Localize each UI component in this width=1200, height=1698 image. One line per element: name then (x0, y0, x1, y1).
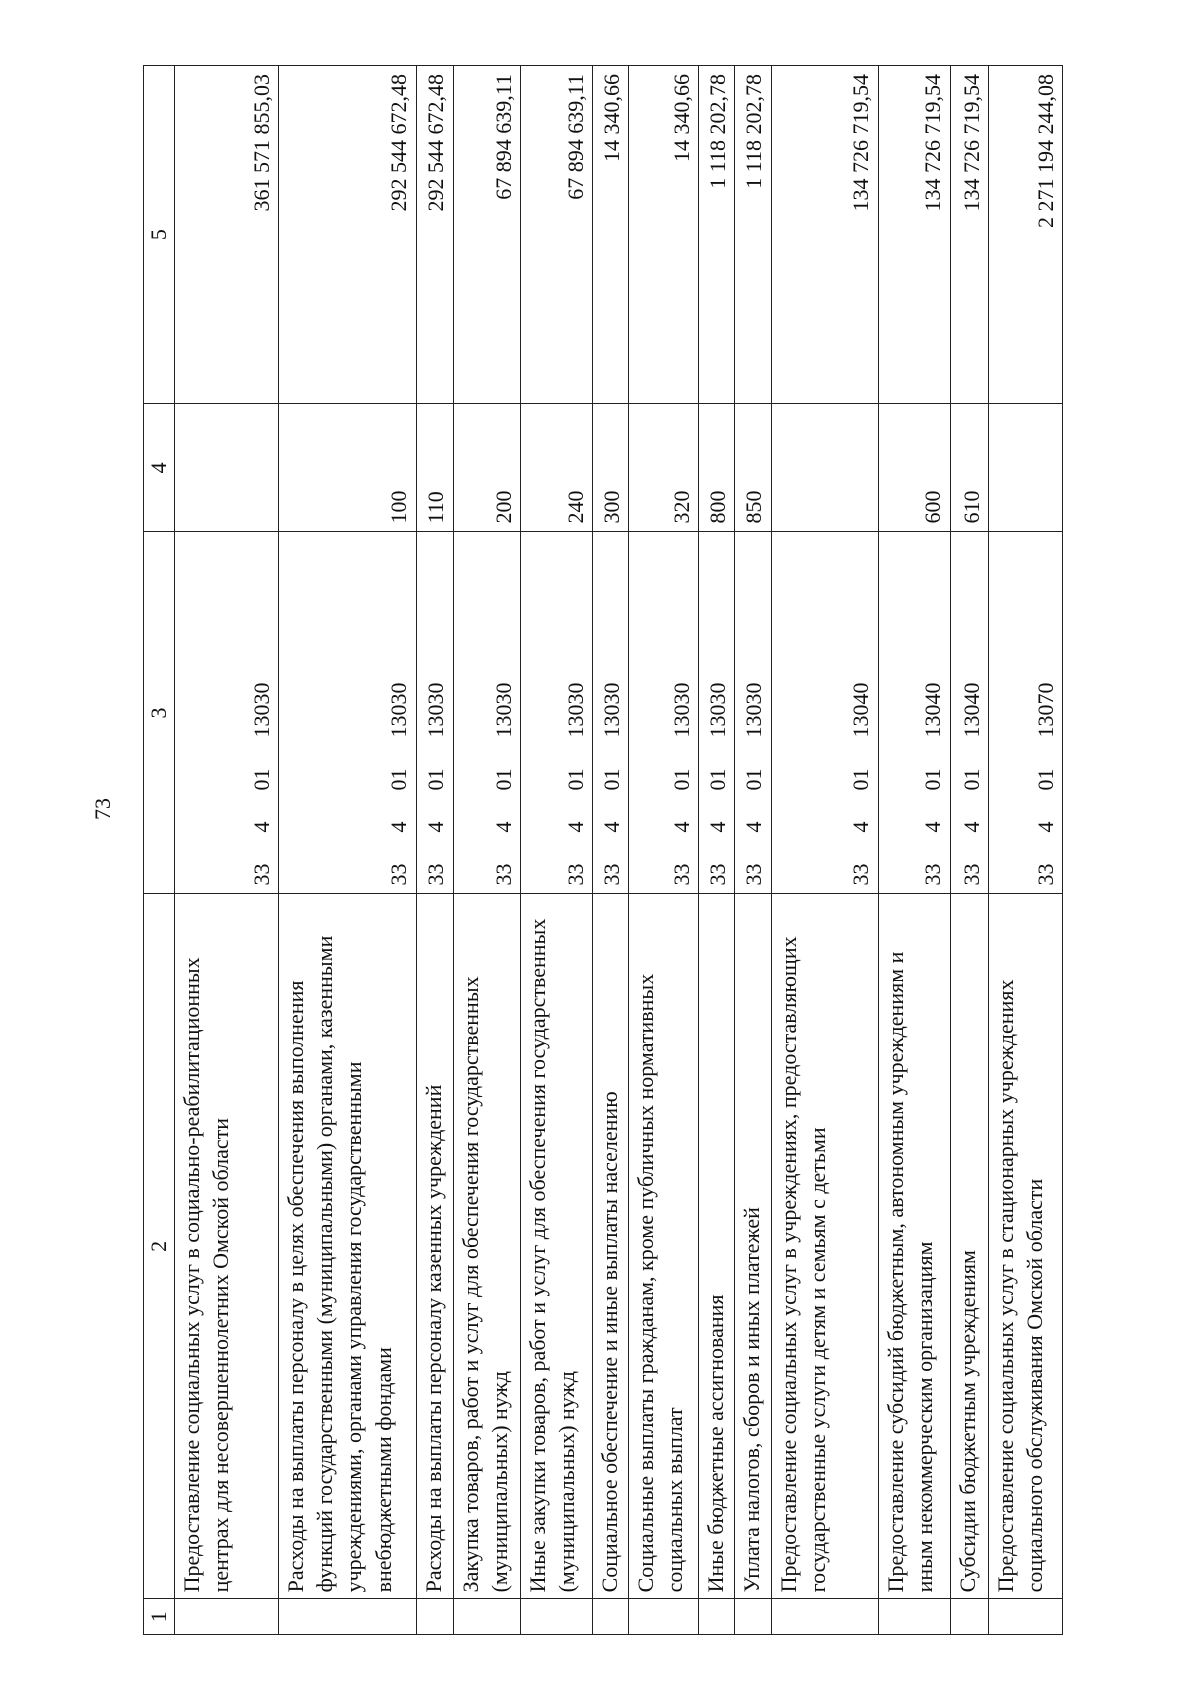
row-amount: 1 118 202,78 (735, 66, 771, 404)
row-amount: 67 894 639,11 (453, 66, 520, 404)
table-row (416, 66, 453, 1635)
row-col-1 (175, 1599, 279, 1635)
row-col-1 (592, 1599, 628, 1635)
row-col-1 (416, 1599, 453, 1635)
row-type: 300 (592, 404, 628, 532)
row-col-1 (520, 1599, 592, 1635)
table-row (278, 66, 416, 1635)
row-amount: 14 340,66 (592, 66, 628, 404)
header-col-1: 1 (144, 1599, 175, 1635)
budget-table-container (143, 65, 1063, 1635)
row-name: Предоставление субсидий бюджетным, автономным учреждениям и иным некоммерческим организациям (878, 894, 950, 1599)
row-type: 600 (878, 404, 950, 532)
row-code: 33 4 01 13030 (175, 532, 279, 894)
row-amount: 361 571 855,03 (175, 66, 279, 404)
row-code: 33 4 01 13030 (453, 532, 520, 894)
row-type (175, 404, 279, 532)
row-type: 610 (950, 404, 988, 532)
table-row (175, 66, 279, 1635)
row-type: 850 (735, 404, 771, 532)
row-col-1 (453, 1599, 520, 1635)
row-col-1 (950, 1599, 988, 1635)
row-type (771, 404, 878, 532)
budget-table (143, 65, 1063, 1635)
row-type: 200 (453, 404, 520, 532)
row-type: 110 (416, 404, 453, 532)
row-name: Расходы на выплаты персоналу казенных учреждений (416, 894, 453, 1599)
row-amount: 67 894 639,11 (520, 66, 592, 404)
row-code: 33 4 01 13030 (735, 532, 771, 894)
row-name: Субсидии бюджетным учреждениям (950, 894, 988, 1599)
row-type (988, 404, 1062, 532)
row-name: Расходы на выплаты персоналу в целях обеспечения выполнения функций государственными (муниципальными) органами, казенными учреждениями, органами управления государственными внебюджетными фондами (278, 894, 416, 1599)
row-name: Закупка товаров, работ и услуг для обеспечения государственных (муниципальных) нужд (453, 894, 520, 1599)
row-name: Предоставление социальных услуг в стационарных учреждениях социального обслуживания Омской области (988, 894, 1062, 1599)
row-name: Предоставление социальных услуг в социально-реабилитационных центрах для несовершеннолетних Омской области (175, 894, 279, 1599)
row-type: 320 (629, 404, 699, 532)
row-col-1 (699, 1599, 735, 1635)
table-row (629, 66, 699, 1635)
table-row (592, 66, 628, 1635)
row-name: Уплата налогов, сборов и иных платежей (735, 894, 771, 1599)
row-type: 100 (278, 404, 416, 532)
row-code: 33 4 01 13040 (950, 532, 988, 894)
row-code: 33 4 01 13030 (592, 532, 628, 894)
row-col-1 (629, 1599, 699, 1635)
row-col-1 (735, 1599, 771, 1635)
row-code: 33 4 01 13040 (878, 532, 950, 894)
row-amount: 134 726 719,54 (950, 66, 988, 404)
table-row (735, 66, 771, 1635)
row-col-1 (771, 1599, 878, 1635)
row-code: 33 4 01 13040 (771, 532, 878, 894)
row-name: Иные бюджетные ассигнования (699, 894, 735, 1599)
header-col-2: 2 (144, 894, 175, 1599)
row-name: Социальное обеспечение и иные выплаты населению (592, 894, 628, 1599)
row-name: Предоставление социальных услуг в учреждениях, предоставляющих государственные услуги детям и семьям с детьми (771, 894, 878, 1599)
page-number: 73 (90, 798, 115, 820)
row-amount: 2 271 194 244,08 (988, 66, 1062, 404)
row-col-1 (988, 1599, 1062, 1635)
table-row (453, 66, 520, 1635)
header-col-5: 5 (144, 66, 175, 404)
table-row (520, 66, 592, 1635)
row-type: 240 (520, 404, 592, 532)
header-row (144, 66, 175, 1635)
row-code: 33 4 01 13030 (699, 532, 735, 894)
header-col-3: 3 (144, 532, 175, 894)
row-col-1 (278, 1599, 416, 1635)
row-amount: 292 544 672,48 (278, 66, 416, 404)
row-code: 33 4 01 13030 (520, 532, 592, 894)
row-name: Иные закупки товаров, работ и услуг для обеспечения государственных (муниципальных) нужд (520, 894, 592, 1599)
row-type: 800 (699, 404, 735, 532)
row-code: 33 4 01 13030 (416, 532, 453, 894)
table-row (699, 66, 735, 1635)
row-code: 33 4 01 13030 (629, 532, 699, 894)
row-amount: 14 340,66 (629, 66, 699, 404)
table-row (771, 66, 878, 1635)
row-name: Социальные выплаты гражданам, кроме публичных нормативных социальных выплат (629, 894, 699, 1599)
row-col-1 (878, 1599, 950, 1635)
table-row (988, 66, 1062, 1635)
header-col-4: 4 (144, 404, 175, 532)
row-code: 33 4 01 13070 (988, 532, 1062, 894)
row-amount: 292 544 672,48 (416, 66, 453, 404)
row-code: 33 4 01 13030 (278, 532, 416, 894)
row-amount: 134 726 719,54 (878, 66, 950, 404)
row-amount: 1 118 202,78 (699, 66, 735, 404)
table-row (950, 66, 988, 1635)
table-row (878, 66, 950, 1635)
row-amount: 134 726 719,54 (771, 66, 878, 404)
